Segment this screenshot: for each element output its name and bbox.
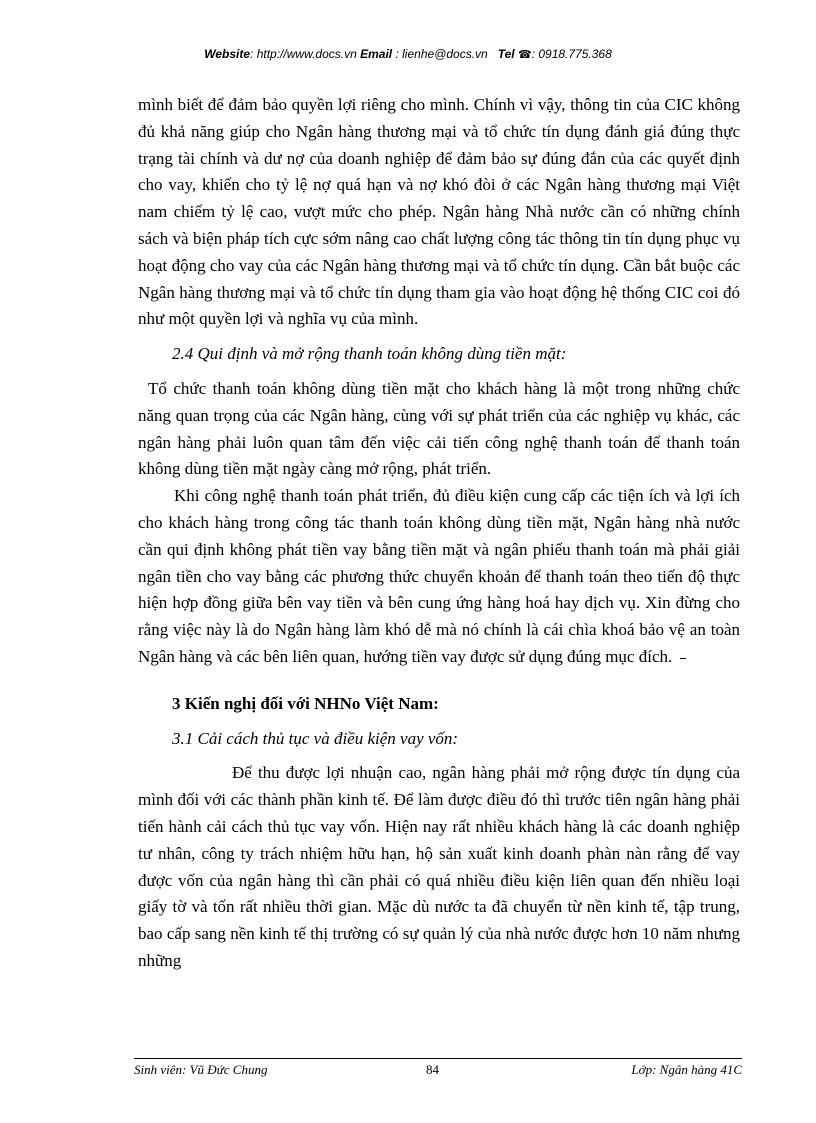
website-label: Website — [204, 47, 251, 61]
phone-icon: ☎ — [517, 49, 532, 61]
email-value: : lienhe@docs.vn — [395, 47, 488, 61]
document-body — [138, 92, 740, 975]
page-header — [0, 47, 816, 61]
footer-student: Sinh viên: Vũ Đức Chung — [134, 1062, 268, 1077]
paragraph-3 — [138, 483, 740, 671]
paragraph-1: mình biết để đảm bảo quyền lợi riêng cho mình. Chính vì vậy, thông tin của CIC không đủ khả năng giúp cho Ngân hàng thương mại và tổ chức tín dụng đánh giá đúng thực trạng tài chính và dư nợ của doanh nghiệp để đảm bảo sự đúng đắn của các quyết định cho vay, khiến cho tỷ lệ nợ quá hạn và nợ khó đòi ở các Ngân hàng thương mại Việt nam chiếm tỷ lệ cao, vượt mức cho phép. Ngân hàng Nhà nước cần có những chính sách và biện pháp tích cực sớm nâng cao chất lượng công tác thông tin tín dụng phục vụ hoạt động cho vay của các Ngân hàng thương mại và tổ chức tín dụng. Cần bắt buộc các Ngân hàng thương mại và tổ chức tín dụng tham gia vào hoạt động hệ thống CIC coi đó như một quyền lợi và nghĩa vụ của mình. — [138, 95, 740, 329]
website-value: : http://www.docs.vn — [250, 47, 357, 61]
footer-class: Lớp: Ngân hàng 41C — [631, 1062, 742, 1077]
underscore-mark — [680, 658, 686, 659]
email-label: Email — [360, 47, 393, 61]
footer-divider — [134, 1058, 742, 1059]
paragraph-2: Tổ chức thanh toán không dùng tiền mặt cho khách hàng là một trong những chức năng quan trọng của các Ngân hàng, cùng với sự phát triển của các nghiệp vụ khác, các ngân hàng phải luôn quan tâm đến việc cải tiến công nghệ thanh toán để thanh toán không dùng tiền mặt ngày càng mở rộng, phát triển. — [138, 378, 740, 479]
paragraph-3-text: Khi công nghệ thanh toán phát triển, đủ điều kiện cung cấp các tiện ích và lợi ích cho khách hàng trong công tác thanh toán không dùng tiền mặt, Ngân hàng nhà nước cần qui định không phát tiền vay bằng tiền mặt và ngân phiếu thanh toán mà phải giải ngân tiền cho vay bằng các phương thức chuyển khoản để thanh toán theo tiến độ thực hiện hợp đồng giữa bên vay tiền và bên cung ứng hàng hoá hay dịch vụ. Xin đừng cho rằng việc này là do Ngân hàng làm khó dễ mà nó chính là cái chìa khoá bảo vệ an toàn Ngân hàng và các bên liên quan, hướng tiền vay được sử dụng đúng mục đích. — [138, 486, 740, 666]
heading-3: 3 Kiến nghị đối với NHNo Việt Nam: — [172, 693, 439, 713]
page-number: 84 — [426, 1062, 439, 1077]
subheading-2-4: 2.4 Qui định và mở rộng thanh toán không dùng tiền mặt: — [172, 344, 567, 364]
tel-value: : 0918.775.368 — [531, 47, 612, 61]
tel-label: Tel — [497, 47, 515, 61]
subheading-3-1: 3.1 Cải cách thủ tục và điều kiện vay vốn: — [172, 728, 459, 748]
paragraph-4: Để thu được lợi nhuận cao, ngân hàng phải mở rộng được tín dụng của mình đối với các thành phần kinh tế. Để làm được điều đó thì trước tiên ngân hàng phải tiến hành cải cách thủ tục vay vốn. Hiện nay rất nhiều khách hàng là các doanh nghiệp tư nhân, công ty trách nhiệm hữu hạn, hộ sản xuất kinh doanh phàn nàn rằng để vay được vốn của ngân hàng thì cần phải có quá nhiều điều kiện liên quan đến nhiều loại giấy tờ và tốn rất nhiều thời gian. Mặc dù nước ta đã chuyển từ nền kinh tế, tập trung, bao cấp sang nền kinh tế thị trường có sự quản lý của nhà nước được hơn 10 năm nhưng những — [138, 763, 740, 970]
